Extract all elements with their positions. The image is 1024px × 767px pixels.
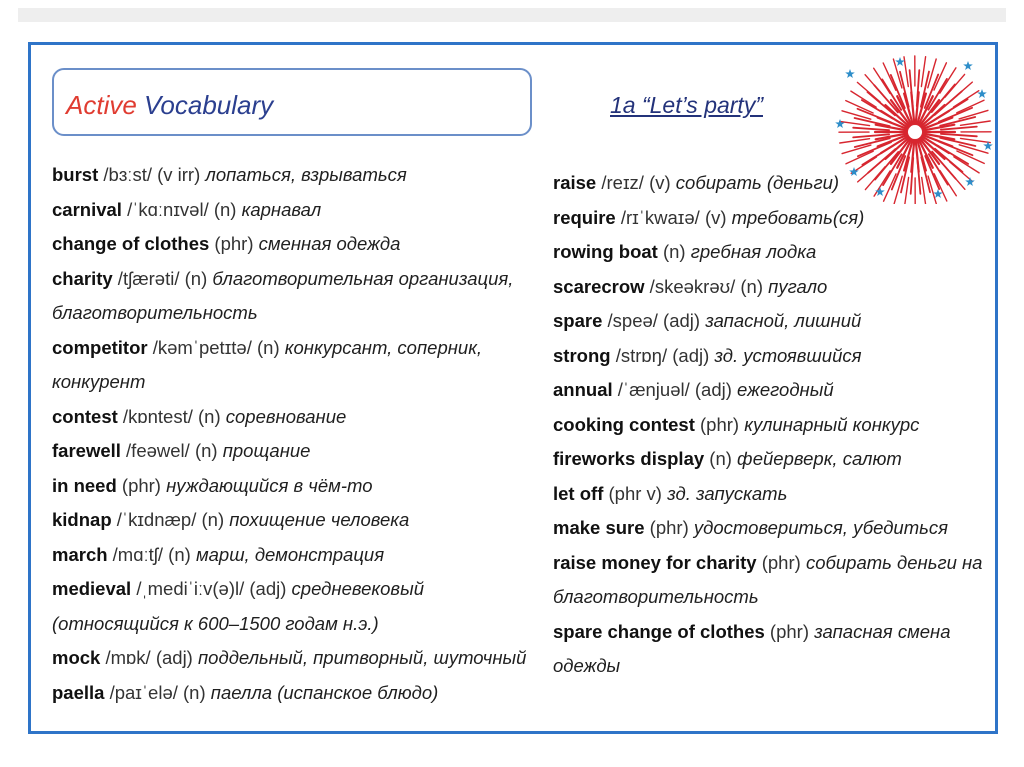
firework-streak	[853, 128, 889, 131]
vocab-entry: cooking contest (phr) кулинарный конкурс	[553, 413, 920, 435]
vocab-entry: strong /strɒŋ/ (adj) зд. устоявшийся	[553, 344, 862, 366]
page-title	[66, 90, 273, 121]
vocab-entry: spare change of clothes (phr) запасная смена	[553, 620, 951, 642]
star-icon	[835, 119, 845, 128]
vocab-entry: medieval /ˌmediˈiːv(ə)l/ (adj) средневековый	[52, 578, 424, 599]
vocab-entry: mock /mɒk/ (adj) поддельный, притворный, шуточный	[52, 647, 527, 668]
firework-streak	[840, 121, 870, 125]
firework-streak	[961, 138, 991, 142]
firework-streak	[921, 57, 925, 87]
vocab-entry: in need (phr) нуждающийся в чём-то	[52, 474, 373, 496]
firework-streak	[961, 121, 991, 125]
vocab-entry: make sure (phr) удостовериться, убедиться	[553, 517, 948, 538]
vocab-entry: raise money for charity (phr) собирать деньги на	[553, 551, 983, 573]
title-word-vocabulary: Vocabulary	[144, 90, 274, 120]
vocab-entry: carnival /ˈkɑːnɪvəl/ (n) карнавал	[52, 198, 322, 220]
vocab-entry: require /rɪˈkwaɪə/ (v) требовать(ся)	[553, 206, 865, 228]
vocab-entry-continued: одежды	[553, 655, 621, 676]
vocab-entry: annual /ˈænjuəl/ (adj) ежегодный	[553, 379, 834, 400]
title-word-active: Active	[66, 90, 137, 120]
vocab-entry: paella /paɪˈelə/ (n) паелла (испанское блюдо)	[52, 681, 439, 703]
vocab-entry-continued: благотворительность	[553, 586, 759, 607]
star-icon	[895, 57, 905, 66]
vocab-entry: fireworks display (n) фейерверк, салют	[553, 448, 902, 469]
vocab-entry: let off (phr v) зд. запускать	[553, 482, 788, 504]
firework-streak	[865, 75, 885, 98]
firework-streak	[840, 139, 870, 143]
top-strip	[18, 8, 1006, 22]
vocab-entry: kidnap /ˈkɪdnæp/ (n) похищение человека	[52, 509, 410, 530]
vocab-entry-continued: (относящийся к 600–1500 годам н.э.)	[52, 612, 379, 634]
vocab-entry: burst /bɜːst/ (v irr) лопаться, взрываться	[52, 164, 407, 185]
vocab-column-left	[52, 158, 542, 710]
vocab-entry-continued: благотворительность	[52, 302, 258, 323]
unit-title: 1a “Let’s party”	[610, 92, 763, 118]
vocab-entry: contest /kɒntest/ (n) соревнование	[52, 405, 347, 427]
vocab-entry: rowing boat (n) гребная лодка	[553, 241, 817, 262]
vocab-entry: raise /reɪz/ (v) собирать (деньги)	[553, 172, 840, 193]
vocab-entry: competitor /kəmˈpetɪtə/ (n) конкурсант, соперник,	[52, 336, 483, 358]
vocab-entry-continued: конкурент	[52, 371, 146, 392]
firework-streak	[857, 82, 880, 102]
vocab-entry: charity /tʃærəti/ (n) благотворительная организация,	[52, 267, 514, 289]
vocab-entry: scarecrow /skeəkrəʊ/ (n) пугало	[553, 275, 828, 297]
firework-streak	[950, 82, 973, 102]
title-box	[52, 68, 532, 136]
vocab-entry: march /mɑːtʃ/ (n) марш, демонстрация	[52, 543, 385, 565]
firework-streak	[904, 57, 908, 87]
vocab-entry: farewell /feəwel/ (n) прощание	[52, 440, 311, 461]
vocab-column-right	[553, 166, 993, 684]
star-icon	[845, 69, 855, 78]
firework-streak	[941, 134, 977, 137]
star-icon	[963, 61, 973, 70]
firework-streak	[945, 74, 965, 97]
vocab-entry: change of clothes (phr) сменная одежда	[52, 233, 401, 254]
vocab-entry: spare /speə/ (adj) запасной, лишний	[553, 310, 862, 331]
